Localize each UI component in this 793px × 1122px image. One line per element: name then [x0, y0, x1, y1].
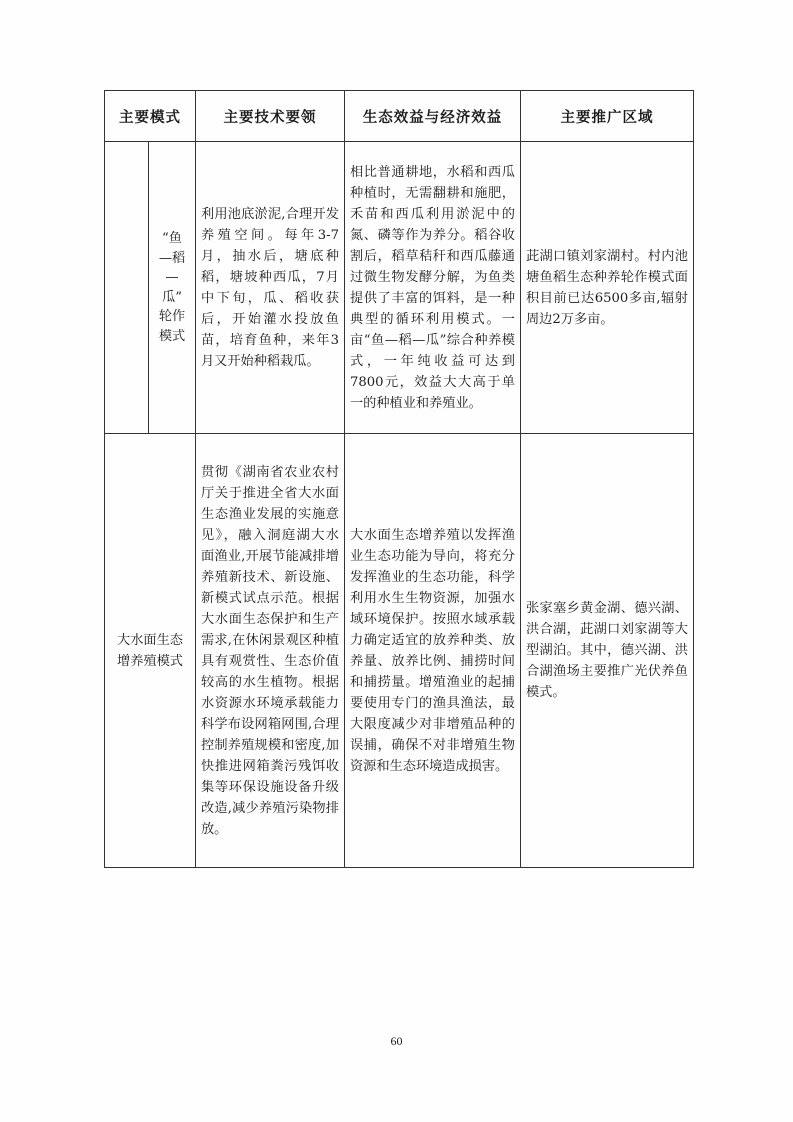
table-header-row	[105, 91, 694, 142]
benefit-cell	[345, 434, 521, 868]
benefit-text: 大水面生态增养殖以发挥渔业生态功能为导向，将充分发挥渔业的生态功能，科学利用水生生物资源，加强水域环境保护。按照水域承载力确定适宜的放养种类、放养量、放养比例、捕捞时间和捕捞量。增殖渔业的起捕要使用专门的渔具渔法，最大限度减少对非增殖品种的误捕，确保不对非增殖生物资源和生态环境造成损害。	[350, 527, 515, 774]
empty-subcolumn-cell	[105, 142, 149, 434]
header-technique: 主要技术要领	[196, 91, 345, 142]
header-mode: 主要模式	[105, 91, 196, 142]
mode-line: 轮作	[158, 309, 186, 324]
mode-line: “鱼	[162, 231, 182, 246]
technique-cell	[196, 434, 345, 868]
region-cell	[521, 434, 694, 868]
mode-table	[104, 90, 694, 868]
mode-line: 模式	[158, 328, 186, 344]
technique-cell	[196, 142, 345, 434]
benefit-text: 相比普通耕地，水稻和西瓜种植时，无需翻耕和施肥，禾苗和西瓜利用淤泥中的氮、磷等作为养分。稻谷收割后，稻草秸秆和西瓜藤通过微生物发酵分解，为鱼类提供了丰富的饵料，是一种典型的循环利用模式。一亩“鱼—稻—瓜”综合种养模式，一年纯收益可达到7800元，效益大大高于单一的种植业和养殖业。	[350, 164, 515, 411]
mode-cell	[105, 434, 196, 868]
mode-text: 大水面生态增养殖模式	[117, 632, 183, 669]
header-benefit: 生态效益与经济效益	[345, 91, 521, 142]
benefit-cell	[345, 142, 521, 434]
table-row	[105, 434, 694, 868]
technique-text: 利用池底淤泥,合理开发养殖空间。每年3-7月，抽水后，塘底种稻，塘坡种西瓜，7月中下旬，瓜、稻收获后，开始灌水投放鱼苗，培育鱼种，来年3月又开始种稻栽瓜。	[201, 206, 339, 369]
mode-cell	[149, 142, 196, 434]
region-cell	[521, 142, 694, 434]
mode-line: —稻	[158, 250, 186, 266]
header-region: 主要推广区域	[521, 91, 694, 142]
mode-line: —	[165, 270, 179, 285]
table-row	[105, 142, 694, 434]
technique-text: 贯彻《湖南省农业农村厅关于推进全省大水面生态渔业发展的实施意见》，融入洞庭湖大水面渔业,开展节能减排增养殖新技术、新设施、新模式试点示范。根据大水面生态保护和生产需求,在休闲景观区种植具有观赏性、生态价值较高的水生植物。根据水资源水环境承载能力科学布设网箱网围,合理控制养殖规模和密度,加快推进网箱粪污残饵收集等环保设施设备升级改造,减少养殖污染物排放。	[201, 464, 339, 837]
page-number: 60	[390, 1034, 403, 1048]
region-text: 张家塞乡黄金湖、德兴湖、洪合湖，茈湖口刘家湖等大型湖泊。其中，德兴湖、洪合湖渔场主要推广光伏养鱼模式。	[526, 601, 688, 700]
mode-line: 瓜”	[162, 289, 182, 305]
region-text: 茈湖口镇刘家湖村。村内池塘鱼稻生态种养轮作模式面积目前已达6500多亩,辐射周边2万多亩。	[526, 248, 688, 327]
